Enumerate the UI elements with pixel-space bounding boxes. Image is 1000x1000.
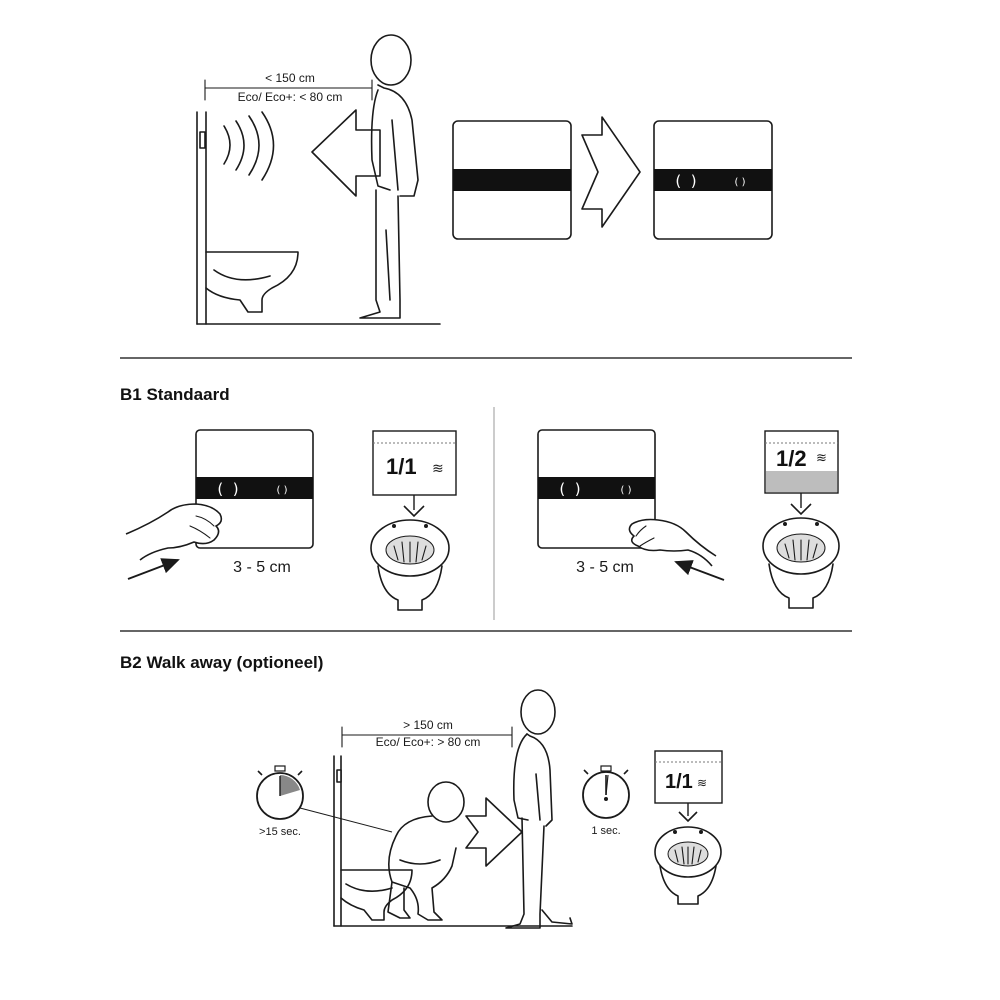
distance-eco-label-a: Eco/ Eco+: < 80 cm — [237, 90, 343, 104]
flush-panel-idle — [453, 121, 571, 239]
toilet-side-b2-icon — [341, 870, 412, 920]
panel-large-button-icon: ( ) — [559, 480, 581, 498]
heading-b2: B2 Walk away (optioneel) — [120, 653, 324, 672]
heading-b1: B1 Standaard — [120, 385, 230, 404]
b1-left-tank — [373, 431, 456, 516]
section-a-detection — [197, 35, 772, 324]
b2-tank — [655, 751, 722, 821]
toilet-bowl-right-icon — [763, 518, 839, 608]
panel-small-button-icon: ( ) — [734, 177, 746, 188]
panel-small-button-icon: ( ) — [276, 485, 288, 496]
distance-label-b2: > 150 cm — [403, 718, 453, 732]
approach-arrow-right-icon — [676, 562, 724, 580]
hand-left-icon — [126, 504, 221, 560]
panel-small-button-icon: ( ) — [620, 485, 632, 496]
panel-large-button-icon: ( ) — [675, 172, 697, 190]
timer-1sec-icon — [583, 766, 629, 818]
toilet-side-icon — [206, 252, 298, 312]
flush-amount-full: 1/1 — [386, 454, 417, 479]
distance-label-a: < 150 cm — [265, 71, 315, 85]
timer-15sec-icon — [257, 766, 303, 819]
approach-arrow-left-icon — [128, 560, 178, 579]
water-waves-icon: ≋ — [432, 461, 444, 477]
timer-left-label: >15 sec. — [259, 826, 301, 838]
timer-pointer-line — [300, 808, 392, 832]
walk-away-arrow-icon — [466, 798, 522, 866]
b1-right-tank — [765, 431, 838, 514]
tank-water-level — [766, 471, 837, 492]
transition-arrow-icon — [582, 117, 640, 227]
standing-person-b2-icon — [506, 690, 572, 928]
hand-right-icon — [629, 520, 716, 567]
flush-amount-half: 1/2 — [776, 446, 807, 471]
flush-amount-b2: 1/1 — [665, 771, 693, 793]
b1-left-distance-label: 3 - 5 cm — [233, 559, 291, 576]
getting-up-person-icon — [388, 782, 464, 920]
toilet-bowl-left-icon — [371, 520, 449, 610]
detection-arrow-icon — [312, 110, 380, 196]
distance-eco-label-b2: Eco/ Eco+: > 80 cm — [375, 735, 481, 749]
water-waves-icon: ≋ — [697, 776, 708, 790]
water-waves-icon: ≋ — [816, 451, 827, 466]
timer-right-label: 1 sec. — [591, 825, 621, 837]
b1-right-distance-label: 3 - 5 cm — [576, 559, 634, 576]
distance-dimension-b2 — [342, 718, 512, 749]
wall-with-sensor — [197, 112, 440, 324]
panel-band — [453, 169, 571, 191]
panel-large-button-icon: ( ) — [217, 480, 239, 498]
sensor-waves-icon — [224, 112, 274, 180]
flush-panel-active — [654, 121, 772, 239]
distance-dimension-a — [205, 71, 372, 104]
toilet-bowl-b2-icon — [655, 827, 721, 904]
